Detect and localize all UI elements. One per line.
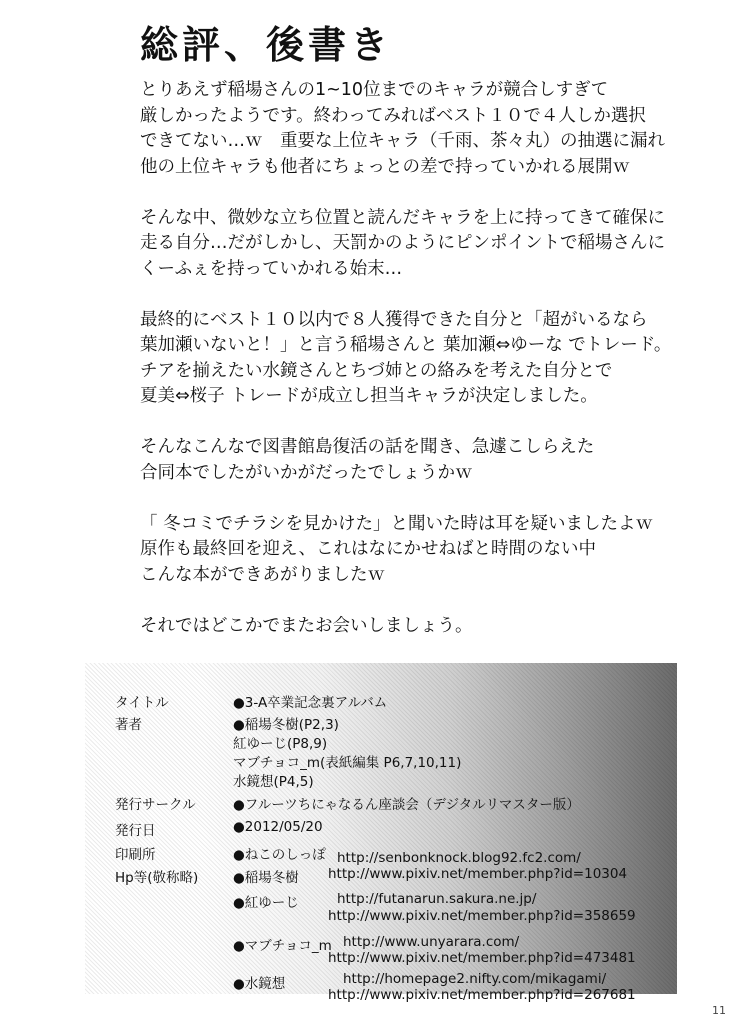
pixiv-link[interactable]: http://www.pixiv.net/member.php?id=10304 — [328, 866, 628, 882]
colophon-label: 印刷所 — [115, 847, 156, 863]
colophon-value: ●稲場冬樹(P2,3) — [233, 717, 339, 733]
text-line: 他の上位キャラも他者にちょっとの差で持っていかれる展開ｗ — [140, 156, 630, 177]
colophon-value: ●フルーツちにゃなるん座談会（デジタルリマスター版） — [233, 797, 580, 813]
colophon-value: ●3-A卒業記念裏アルバム — [233, 695, 388, 711]
text-line: とりあえず稲場さんの1~10位までのキャラが競合しすぎて — [140, 80, 609, 100]
text-line: できてない…ｗ 重要な上位キャラ（千雨、茶々丸）の抽選に漏れ — [140, 131, 665, 151]
website-link[interactable]: http://futanarun.sakura.ne.jp/ — [337, 891, 537, 907]
text-line: そんなこんなで図書館島復活の話を聞き、急遽こしらえた — [140, 437, 595, 457]
website-link[interactable]: http://www.unyarara.com/ — [343, 934, 520, 950]
afterword-body — [140, 78, 680, 665]
paragraph-1 — [140, 78, 680, 180]
paragraph-6 — [140, 614, 680, 640]
pixiv-link[interactable]: http://www.pixiv.net/member.php?id=358659 — [328, 908, 636, 924]
page-title: 総評、後書き — [140, 23, 393, 67]
pixiv-link[interactable]: http://www.pixiv.net/member.php?id=473481 — [328, 950, 636, 966]
colophon-label: タイトル — [115, 695, 169, 711]
text-line: こんな本ができあがりましたｗ — [140, 564, 385, 585]
colophon-value: 水鏡想(P4,5) — [233, 774, 314, 790]
colophon-value: ●ねこのしっぽ — [233, 847, 326, 863]
paragraph-2 — [140, 206, 680, 283]
page-number: 11 — [712, 1004, 726, 1017]
text-line: 夏美⇔桜子 トレードが成立し担当キャラが決定しました。 — [140, 386, 598, 406]
colophon-label: 著者 — [115, 717, 142, 733]
link-author-name: ●稲場冬樹 — [233, 870, 299, 886]
colophon-box — [85, 663, 677, 1003]
colophon-label: 発行サークル — [115, 797, 196, 813]
text-line: そんな中、微妙な立ち位置と読んだキャラを上に持ってきて確保に — [140, 207, 665, 228]
pixiv-link[interactable]: http://www.pixiv.net/member.php?id=267681 — [328, 987, 636, 1003]
link-author-name: ●マブチョコ_m — [233, 938, 332, 954]
paragraph-3 — [140, 308, 680, 410]
text-line: 厳しかったようです。終わってみればベスト１０で４人しか選択 — [140, 105, 646, 126]
link-author-name: ●水鏡想 — [233, 976, 286, 992]
text-line: 最終的にベスト１０以内で８人獲得できた自分と「超がいるなら — [140, 309, 648, 330]
text-line: 「 冬コミでチラシを見かけた」と聞いた時は耳を疑いましたよｗ — [140, 513, 654, 534]
text-line: くーふぇを持っていかれる始末… — [140, 258, 403, 279]
website-link[interactable]: http://senbonknock.blog92.fc2.com/ — [337, 850, 581, 866]
colophon-value: ●2012/05/20 — [233, 819, 323, 835]
text-line: 走る自分…だがしかし、天罰かのようにピンポイントで稲場さんに — [140, 233, 665, 253]
text-line: 葉加瀬いないと！」と言う稲場さんと 葉加瀬⇔ゆーな でトレード。 — [140, 335, 672, 355]
colophon-value: マブチョコ_m(表紙編集 P6,7,10,11) — [233, 755, 462, 771]
text-line: 合同本でしたがいかがだったでしょうかｗ — [140, 462, 473, 483]
colophon-label: 発行日 — [115, 823, 156, 839]
text-line: それではどこかでまたお会いしましょう。 — [140, 615, 473, 636]
text-line: 原作も最終回を迎え、これはなにかせねばと時間のない中 — [140, 539, 597, 559]
colophon-label: Hp等(敬称略) — [115, 870, 199, 886]
paragraph-4 — [140, 435, 680, 486]
paragraph-5 — [140, 512, 680, 589]
website-link[interactable]: http://homepage2.nifty.com/mikagami/ — [343, 971, 607, 987]
text-line: チアを揃えたい水鏡さんとちづ姉との絡みを考えた自分とで — [140, 360, 613, 381]
link-author-name: ●紅ゆーじ — [233, 895, 299, 911]
colophon-value: 紅ゆーじ(P8,9) — [233, 736, 328, 752]
